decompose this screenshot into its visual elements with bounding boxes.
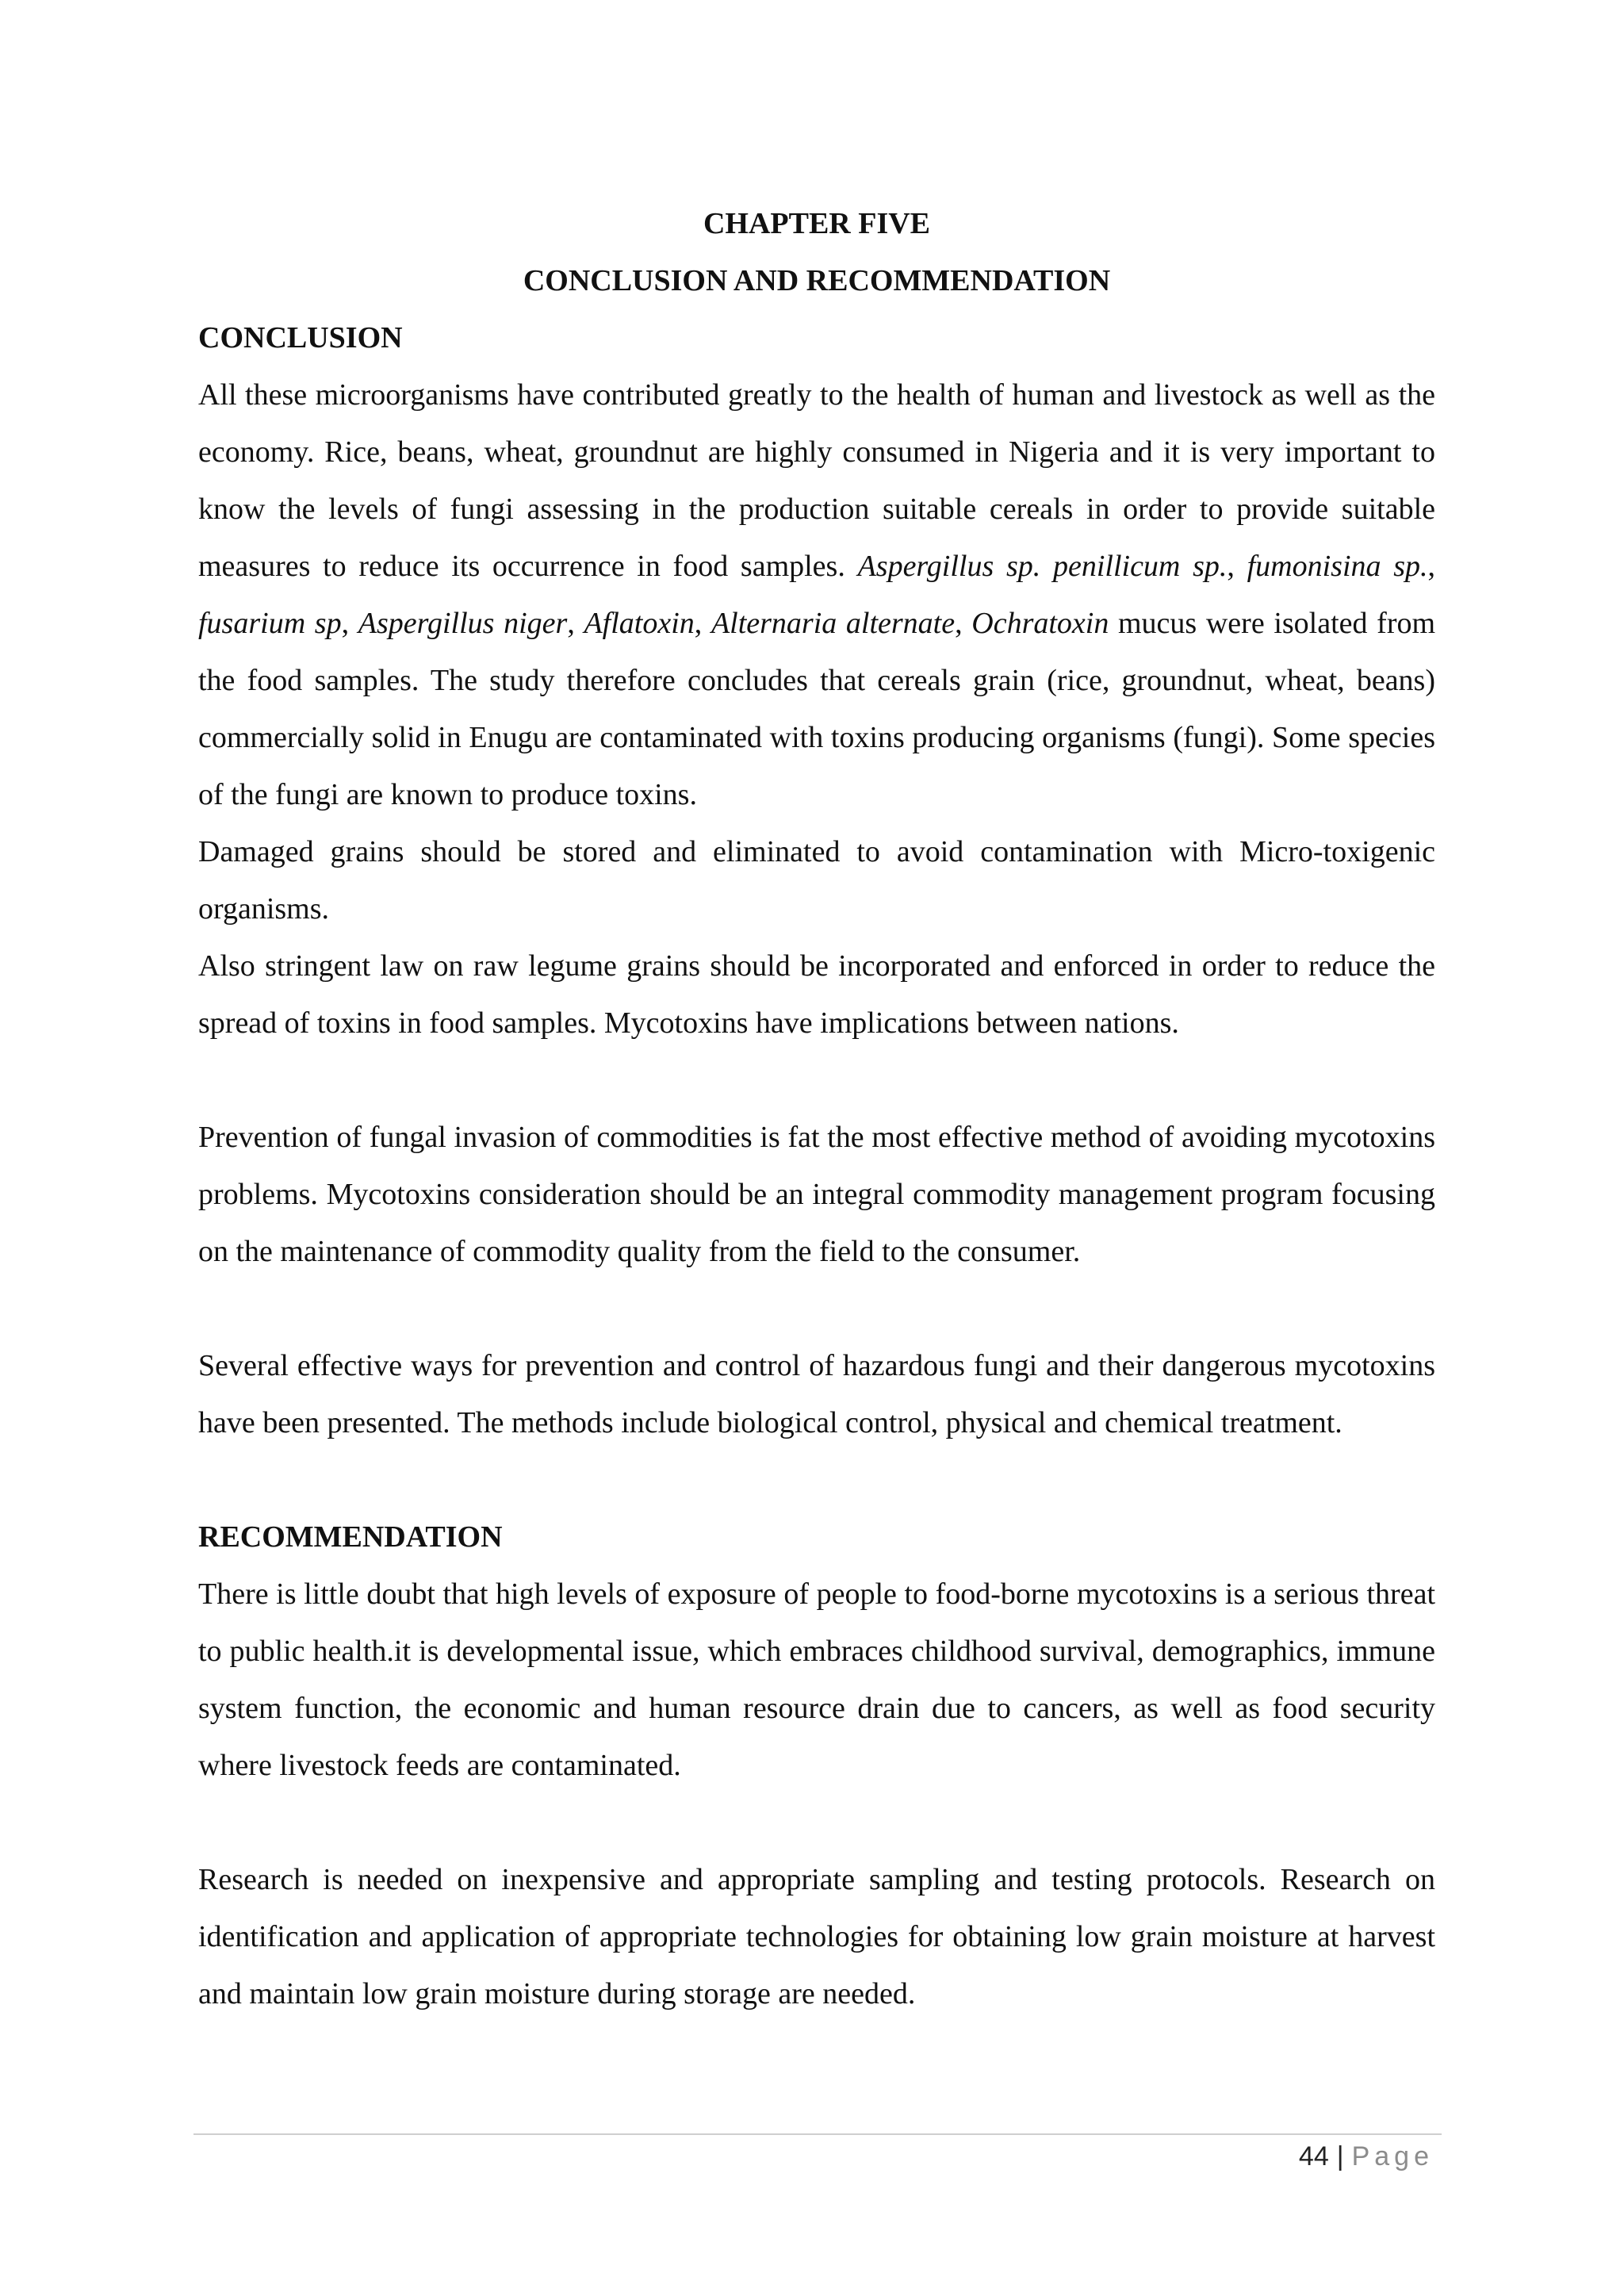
text-run: , [1427,550,1436,583]
text-run: , [567,607,584,640]
paragraph-spacer [198,1794,1435,1851]
footer-separator: | [1336,2141,1344,2171]
text-run: , [1227,550,1247,583]
text-run: , [955,607,972,640]
species-name: Aflatoxin [584,607,695,640]
page-footer [1299,2141,1434,2172]
paragraph-spacer [198,1052,1435,1109]
conclusion-paragraph-1 [198,366,1435,823]
recommendation-paragraph-2: Research is needed on inexpensive and appropriate sampling and testing protocols. Research on identification and application of appropriate technologies for obtaining low grain moisture at harvest and maintain low grain moisture during storage are needed. [198,1863,1435,2010]
species-name: Alternaria alternate [710,607,956,640]
text-run: , [341,607,358,640]
species-name: Aspergillus niger [358,607,568,640]
text-run: All these microorganisms have contributed greatly to the health of human and livestock as well as the economy. Rice, beans, wheat, groundnut are highly consumed in Nigeria and it is very important to know the levels of fungi assessing in the production suitable cereals in order to provide suitable measures to reduce its occurrence in food samples. [198,378,1435,583]
text-run: , [694,607,711,640]
conclusion-paragraph-3: Also stringent law on raw legume grains should be incorporated and enforced in order to reduce the spread of toxins in food samples. Mycotoxins have implications between nations. [198,949,1435,1040]
species-name: fusarium sp [198,607,342,640]
page-number: 44 [1298,2141,1329,2171]
conclusion-paragraph-2: Damaged grains should be stored and eliminated to avoid contamination with Micro-toxigenic organisms. [198,835,1435,926]
species-name: fumonisina sp. [1247,550,1428,583]
chapter-title: CONCLUSION AND RECOMMENDATION [523,264,1111,297]
page-label: Page [1351,2141,1434,2171]
conclusion-paragraph-4: Prevention of fungal invasion of commodities is fat the most effective method of avoiding mycotoxins problems. Mycotoxins consideration should be an integral commodity management program focusing on the maintenance of commodity quality from the field to the consumer. [198,1121,1435,1268]
chapter-number: CHAPTER FIVE [703,207,931,240]
paragraph-spacer [198,1451,1435,1508]
recommendation-heading: RECOMMENDATION [198,1520,503,1554]
species-name: Ochratoxin [971,607,1109,640]
text-run: mucus were isolated from the food samples. The study therefore concludes that cereals grain (rice, groundnut, wheat, beans) commercially solid in Enugu are contaminated with toxins producing organisms (fungi). Some species of the fungi are known to produce toxins. [198,607,1436,811]
page-content [198,195,1435,2022]
paragraph-spacer [198,1280,1435,1337]
conclusion-paragraph-5: Several effective ways for prevention and control of hazardous fungi and their dangerous mycotoxins have been presented. The methods include biological control, physical and chemical treatment. [198,1349,1435,1439]
species-name: Aspergillus sp. penillicum sp. [857,550,1228,583]
conclusion-heading: CONCLUSION [198,321,403,355]
footer-divider [193,2133,1442,2135]
recommendation-paragraph-1: There is little doubt that high levels of exposure of people to food-borne mycotoxins is a serious threat to public health.it is developmental issue, which embraces childhood survival, demographics, immune system function, the economic and human resource drain due to cancers, as well as food security where livestock feeds are contaminated. [198,1577,1435,1782]
